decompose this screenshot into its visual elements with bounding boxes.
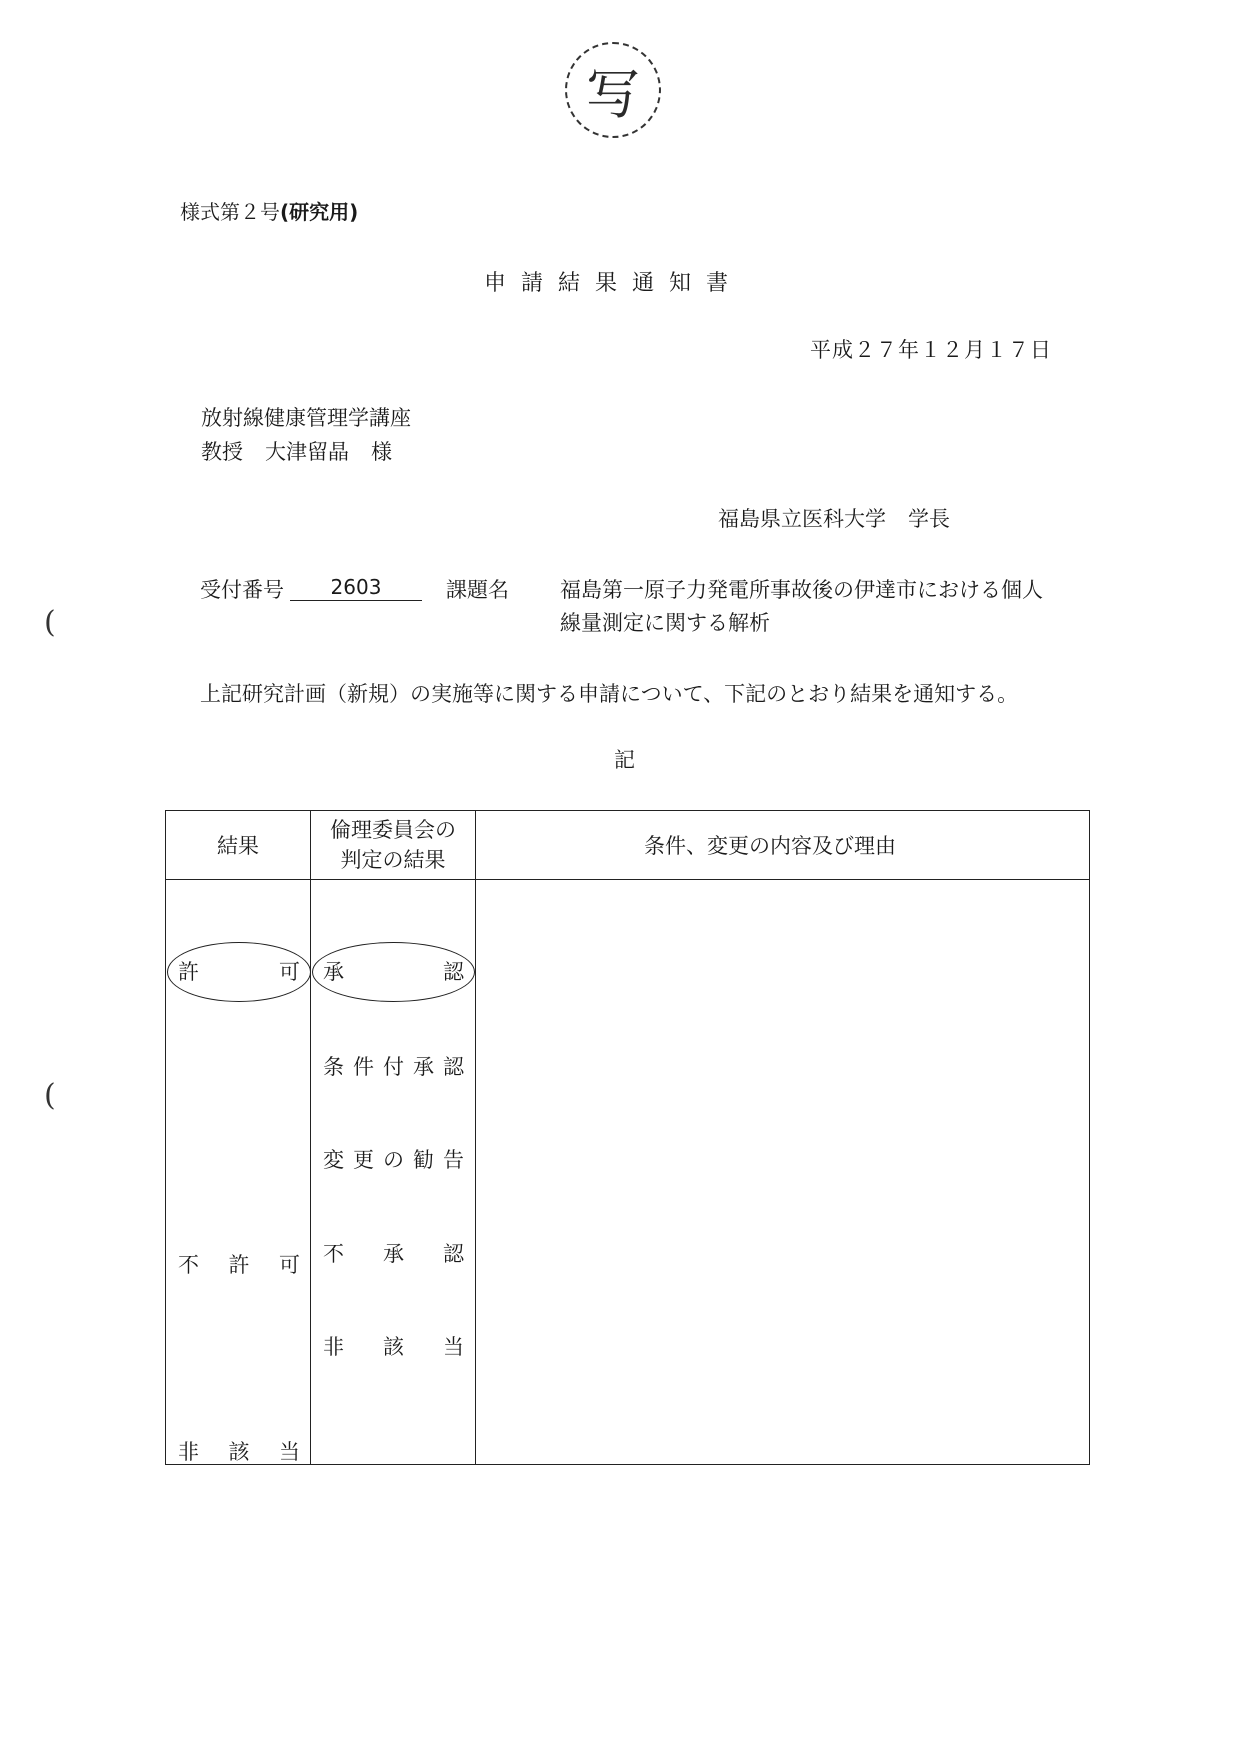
result-option xyxy=(178,956,300,986)
addressee-name: 大津留晶 xyxy=(265,440,349,464)
ethics-option xyxy=(323,1331,464,1361)
addressee-department: 放射線健康管理学講座 xyxy=(201,406,411,430)
ethics-option-char: 更 xyxy=(353,1148,374,1172)
ethics-option-char: 付 xyxy=(383,1055,404,1079)
ethics-option-char: 勧 xyxy=(413,1148,434,1172)
sender-org: 福島県立医科大学 xyxy=(718,507,886,531)
ethics-option-char: 告 xyxy=(443,1148,464,1172)
result-option-char: 許 xyxy=(178,960,199,984)
header-ethics xyxy=(311,811,475,879)
sender-role: 学長 xyxy=(908,507,950,531)
ethics-option-char: 認 xyxy=(443,960,464,984)
addressee-honorific: 様 xyxy=(371,440,392,464)
ethics-option xyxy=(323,1051,464,1081)
ethics-option-char: 変 xyxy=(323,1148,344,1172)
result-option-char: 該 xyxy=(228,1440,250,1464)
binding-mark: ( xyxy=(44,1078,56,1113)
reception-number-label: 受付番号 xyxy=(200,578,284,602)
form-label-main: 様式第２号 xyxy=(180,200,280,224)
result-option-char: 可 xyxy=(279,1253,300,1277)
addressee-line xyxy=(201,436,392,466)
result-option xyxy=(178,1436,300,1466)
document-title: 申請結果通知書 xyxy=(484,271,744,296)
result-option-char: 不 xyxy=(178,1253,199,1277)
ethics-option xyxy=(323,956,464,986)
table-divider xyxy=(310,811,311,1464)
header-ethics-line-1: 倫理委員会の xyxy=(330,818,456,842)
ethics-option-char: 承 xyxy=(323,960,344,984)
addressee-title: 教授 xyxy=(201,440,243,464)
document-date: 平成２７年１２月１７日 xyxy=(810,338,1052,362)
ethics-option-char: 不 xyxy=(323,1242,344,1266)
notice-text: 上記研究計画（新規）の実施等に関する申請について、下記のとおり結果を通知する。 xyxy=(200,682,1019,706)
result-option-char: 非 xyxy=(178,1440,199,1464)
subject-line-1: 福島第一原子力発電所事故後の伊達市における個人 xyxy=(560,578,1043,602)
subject-label: 課題名 xyxy=(446,578,509,602)
header-ethics-line-2: 判定の結果 xyxy=(340,848,446,872)
ki-heading: 記 xyxy=(614,748,635,772)
ethics-option xyxy=(323,1238,464,1268)
header-result: 結果 xyxy=(217,834,259,858)
ethics-option-char: 件 xyxy=(353,1055,374,1079)
ethics-option-char: 該 xyxy=(383,1335,404,1359)
copy-stamp xyxy=(565,42,661,138)
sender-line xyxy=(718,503,950,533)
ethics-option-char: の xyxy=(383,1148,404,1172)
copy-stamp-char: 写 xyxy=(586,62,640,126)
ethics-option-char: 承 xyxy=(413,1055,434,1079)
conditions-cell xyxy=(486,891,1076,1451)
form-label xyxy=(180,196,358,225)
form-label-paren: (研究用) xyxy=(280,200,359,224)
subject-line-2: 線量測定に関する解析 xyxy=(560,611,770,635)
ethics-option-char: 承 xyxy=(383,1242,404,1266)
result-option xyxy=(178,1249,300,1279)
reception-number: 2603 xyxy=(290,574,422,601)
ethics-option-char: 当 xyxy=(443,1335,464,1359)
result-table xyxy=(165,810,1090,1465)
ethics-option-char: 非 xyxy=(323,1335,344,1359)
binding-mark: ( xyxy=(44,605,56,640)
table-divider xyxy=(475,811,476,1464)
ethics-option xyxy=(323,1144,464,1174)
result-option-char: 許 xyxy=(228,1253,250,1277)
ethics-option-char: 認 xyxy=(443,1055,464,1079)
ethics-option-char: 条 xyxy=(323,1055,344,1079)
table-divider xyxy=(166,879,1089,880)
result-option-char: 当 xyxy=(279,1440,300,1464)
result-option-char: 可 xyxy=(279,960,300,984)
header-conditions: 条件、変更の内容及び理由 xyxy=(644,834,896,858)
ethics-option-char: 認 xyxy=(443,1242,464,1266)
